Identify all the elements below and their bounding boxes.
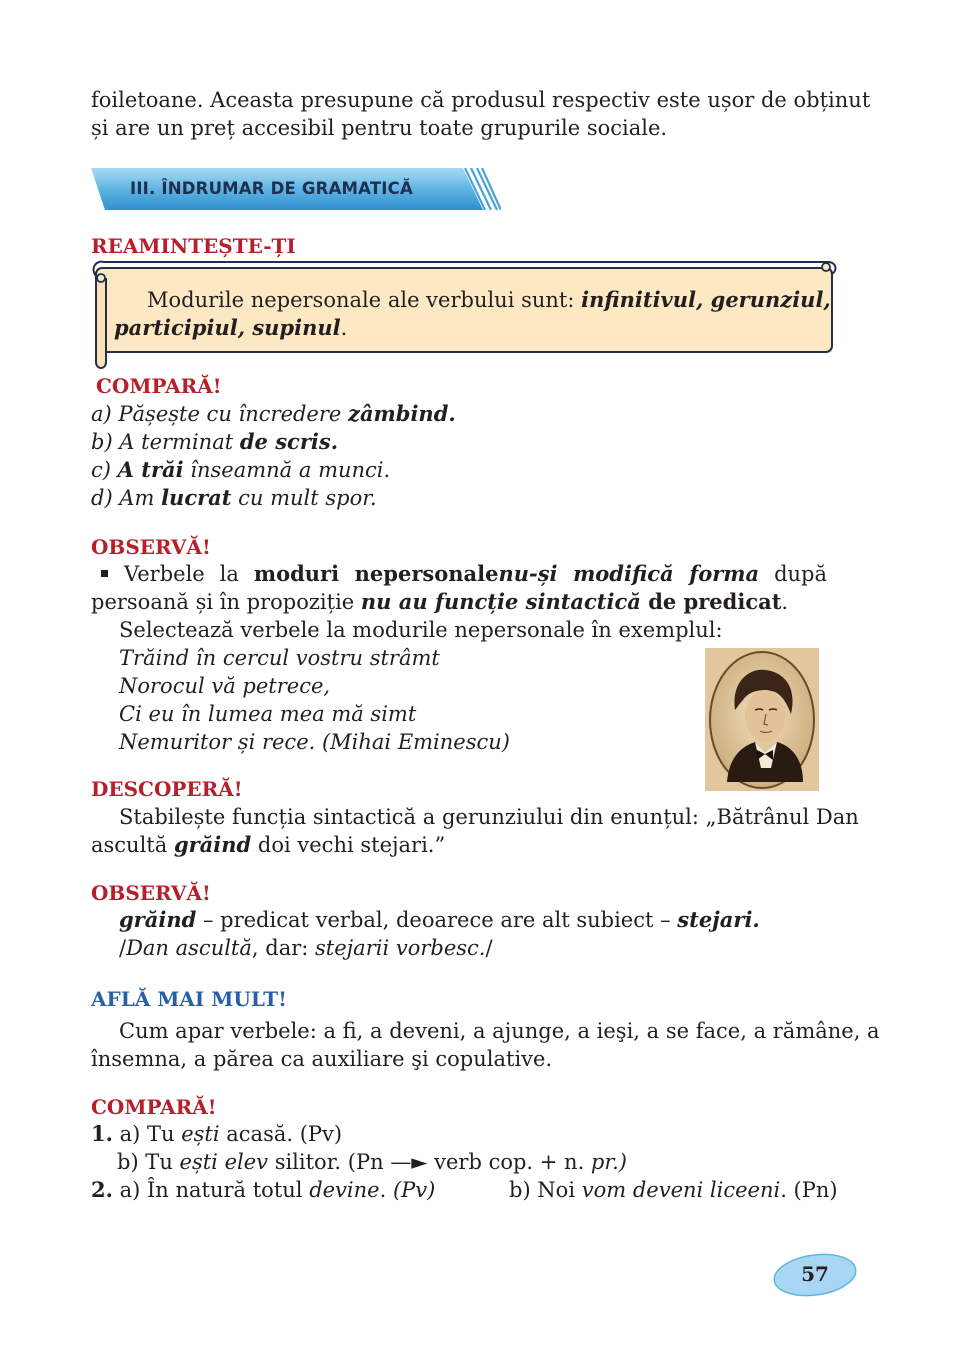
remember-line-2: participiul, supinul. [114, 315, 348, 340]
compare2-example-1a: 1. a) Tu ești acasă. (Pv) [91, 1121, 343, 1146]
poem-line-2: Norocul vă petrece, [119, 674, 331, 698]
poem-line-3: Ci eu în lumea mea mă simt [119, 702, 417, 726]
observe-answer-line-2: /Dan ascultă, dar: stejarii vorbesc./ [119, 936, 493, 960]
observe-heading-1: OBSERVĂ! [91, 535, 211, 559]
remember-line-1: Modurile nepersonale ale verbului sunt: infinitivul, gerunziul, [147, 287, 831, 312]
observe-rule-line-1: Verbele la moduri nepersonalenu-și modifică forma după [91, 560, 827, 588]
observe-rule-line-2: persoană și în propoziție nu au funcție sintactică de predicat. [91, 589, 789, 614]
observe-task: Selectează verbele la modurile nepersonale în exemplul: [119, 618, 723, 642]
observe-heading-2: OBSERVĂ! [91, 881, 211, 905]
compare2-example-2a: 2. a) În natură totul devine. (Pv) [91, 1177, 436, 1202]
compare-item-c: c) A trăi înseamnă a munci. [91, 457, 391, 482]
square-bullet-icon [101, 570, 108, 577]
discover-heading: DESCOPERĂ! [91, 777, 243, 801]
poem-line-1: Trăind în cercul vostru strâmt [119, 646, 440, 670]
compare-item-b: b) A terminat de scris. [91, 429, 338, 454]
compare-heading-1: COMPARĂ! [96, 374, 222, 398]
intro-line-1: foiletoane. Aceasta presupune că produsul respectiv este ușor de obținut [91, 88, 871, 112]
page-number: 57 [801, 1262, 829, 1286]
section-banner-label: III. ÎNDRUMAR DE GRAMATICĂ [130, 179, 413, 198]
remember-heading: REAMINTEȘTE-ȚI [91, 234, 296, 258]
compare2-example-1b: b) Tu ești elev silitor. (Pn —► verb cop. + n. pr.) [117, 1150, 627, 1174]
compare-heading-2: COMPARĂ! [91, 1095, 217, 1119]
poem-line-4: Nemuritor și rece. (Mihai Eminescu) [119, 730, 510, 754]
compare-item-d: d) Am lucrat cu mult spor. [91, 485, 377, 510]
eminescu-portrait [705, 648, 819, 791]
discover-line-1: Stabilește funcția sintactică a gerunziului din enunțul: „Bătrânul Dan [119, 805, 859, 829]
intro-line-2: și are un preț accesibil pentru toate grupurile sociale. [91, 116, 668, 140]
compare2-example-2b: b) Noi vom deveni liceeni. (Pn) [509, 1178, 838, 1202]
learn-more-line-2: însemna, a părea ca auxiliare şi copulative. [91, 1047, 553, 1071]
discover-line-2: ascultă grăind doi vechi stejari.” [91, 832, 446, 857]
learn-more-line-1: Cum apar verbele: a fi, a deveni, a ajunge, a ieşi, a se face, a rămâne, a [119, 1019, 880, 1043]
learn-more-heading: AFLĂ MAI MULT! [91, 987, 287, 1011]
compare-item-a: a) Pășește cu încredere zâmbind. [91, 401, 456, 426]
observe-answer-line-1: grăind – predicat verbal, deoarece are alt subiect – stejari. [119, 907, 760, 932]
